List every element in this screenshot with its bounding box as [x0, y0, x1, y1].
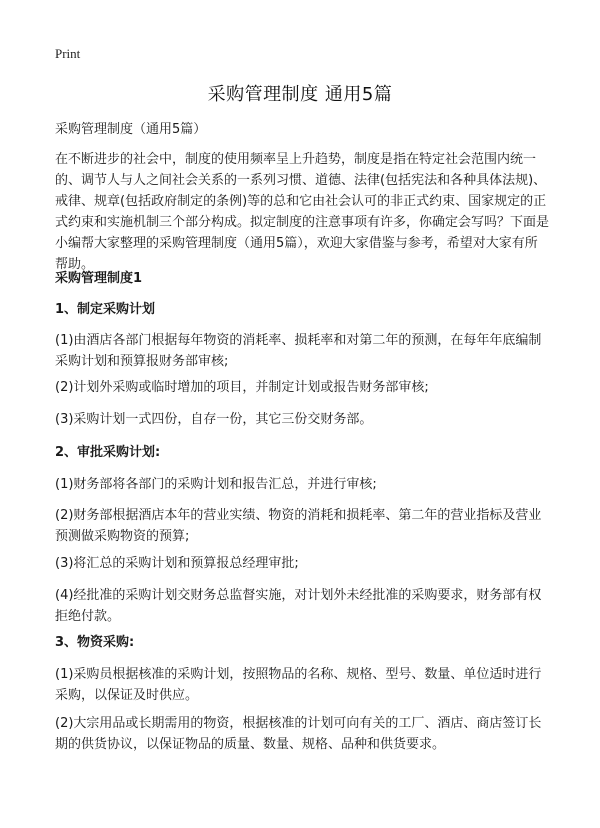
paragraph-2-2: (2)财务部根据酒店本年的营业实绩、物资的消耗和损耗率、第二年的营业指标及营业预测做采购物资的预算;	[55, 508, 542, 544]
paragraph-2-1: (1)财务部将各部门的采购计划和报告汇总，并进行审核;	[55, 477, 377, 492]
paragraph-3-2: (2)大宗用品或长期需用的物资，根据核准的计划可向有关的工厂、酒店、商店签订长期的供货协议，以保证物品的质量、数量、规格、品种和供货要求。	[55, 716, 542, 752]
document-subtitle: 采购管理制度（通用5篇）	[55, 122, 207, 137]
paragraph-1-2: (2)计划外采购或临时增加的项目，并制定计划或报告财务部审核;	[55, 380, 429, 395]
paragraph-1-3: (3)采购计划一式四份，自存一份，其它三份交财务部。	[55, 412, 373, 427]
print-label: Print	[55, 46, 81, 61]
section-title: 采购管理制度1	[55, 271, 143, 286]
document-title: 采购管理制度 通用5篇	[207, 84, 393, 105]
paragraph-1-1: (1)由酒店各部门根据每年物资的消耗率、损耗率和对第二年的预测，在每年年底编制采购计划和预算报财务部审核;	[55, 333, 542, 369]
intro-paragraph: 在不断进步的社会中，制度的使用频率呈上升趋势，制度是指在特定社会范围内统一的、调节人与人之间社会关系的一系列习惯、道德、法律(包括宪法和各种具体法规)、戒律、规章(包括政府制定的条例)等的总和它由社会认可的非正式约束、国家规定的正式约束和实施机制三个部分构成。拟定制度的注意事项有许多，你确定会写吗？下面是小编帮大家整理的采购管理制度（通用5篇），欢迎大家借鉴与参考，希望对大家有所帮助。	[55, 152, 550, 272]
paragraph-2-4: (4)经批准的采购计划交财务总监督实施，对计划外未经批准的采购要求，财务部有权拒绝付款。	[55, 588, 542, 624]
heading-3: 3、物资采购:	[55, 635, 135, 650]
heading-1: 1、制定采购计划	[55, 302, 156, 317]
heading-2: 2、审批采购计划:	[55, 445, 161, 460]
paragraph-2-3: (3)将汇总的采购计划和预算报总经理审批;	[55, 556, 299, 571]
paragraph-3-1: (1)采购员根据核准的采购计划，按照物品的名称、规格、型号、数量、单位适时进行采购，以保证及时供应。	[55, 667, 542, 703]
